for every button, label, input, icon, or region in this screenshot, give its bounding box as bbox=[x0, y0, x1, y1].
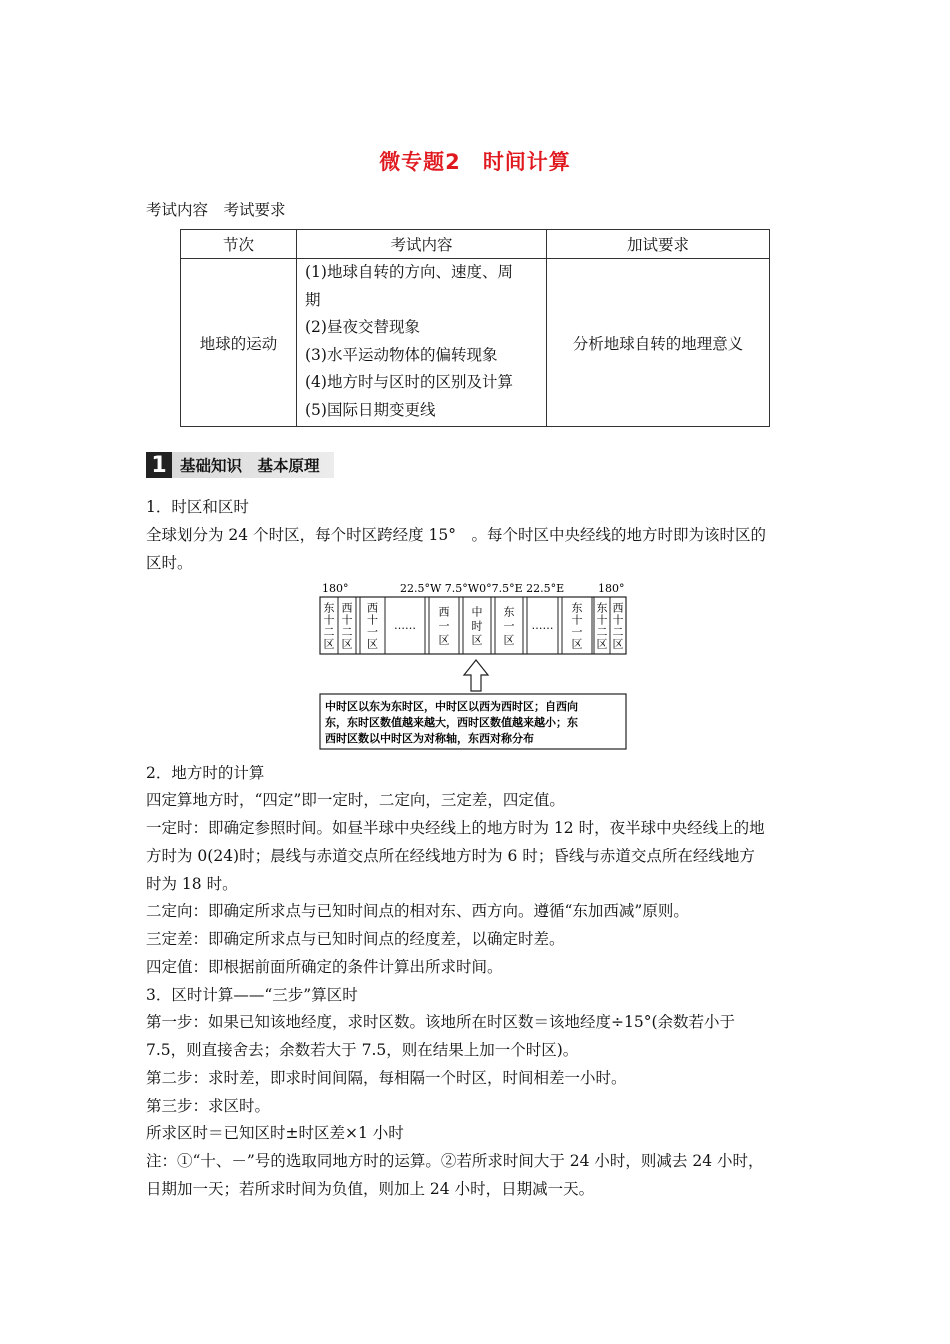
text-line: 第三步：求区时。 bbox=[146, 1097, 271, 1115]
zone-label: 西一区 bbox=[438, 605, 450, 647]
content-item: (5)国际日期变更线 bbox=[305, 400, 436, 419]
note-line: 东，东时区数值越来越大，西时区数值越来越小；东 bbox=[325, 716, 578, 729]
note-line: 西时区数以中时区为对称轴，东西对称分布 bbox=[325, 732, 534, 745]
content-cell bbox=[297, 259, 547, 427]
content-item: (4)地方时与区时的区别及计算 bbox=[305, 373, 513, 391]
section-heading bbox=[146, 452, 334, 478]
requirements-table bbox=[180, 229, 770, 427]
zone-label: 东十一区 bbox=[571, 601, 583, 651]
up-arrow-icon bbox=[464, 660, 488, 691]
page-title bbox=[0, 146, 950, 176]
section-label: 基础知识 基本原理 bbox=[172, 452, 334, 478]
zone-label: 中时区 bbox=[471, 605, 483, 647]
text-line: 全球划分为 24 个时区，每个时区跨经度 15° 。每个时区中央经线的地方时即为该时区的 bbox=[146, 526, 766, 544]
title-part1: 微专题2 bbox=[379, 150, 461, 174]
content-item: (2)昼夜交替现象 bbox=[305, 318, 420, 336]
text-line: 区时。 bbox=[146, 554, 193, 572]
text-line: 3．区时计算——“三步”算区时 bbox=[146, 986, 358, 1004]
content-item: 期 bbox=[305, 290, 321, 309]
text-line: 所求区时＝已知区时±时区差×1 小时 bbox=[146, 1124, 404, 1142]
zone-ellipsis: …… bbox=[394, 619, 416, 632]
requirement-cell: 分析地球自转的地理意义 bbox=[547, 259, 770, 427]
text-line: 四定算地方时，“四定”即一定时，二定向，三定差，四定值。 bbox=[146, 791, 565, 809]
table-row bbox=[181, 259, 770, 427]
text-line: 7.5，则直接舍去；余数若大于 7.5，则在结果上加一个时区)。 bbox=[146, 1041, 579, 1059]
text-line: 注：①“十、－”号的选取同地方时的运算。②若所求时间大于 24 小时，则减去 24 小时， bbox=[146, 1152, 764, 1170]
table-header-row bbox=[181, 230, 770, 259]
header-section: 节次 bbox=[181, 230, 297, 259]
zone-label: 西十二区 bbox=[612, 601, 624, 651]
text-line: 2．地方时的计算 bbox=[146, 764, 265, 782]
exam-header: 考试内容 考试要求 bbox=[146, 201, 286, 219]
label-180-left: 180° bbox=[322, 582, 349, 595]
header-content: 考试内容 bbox=[297, 230, 547, 259]
note-line: 中时区以东为东时区，中时区以西为西时区；自西向 bbox=[325, 700, 578, 713]
text-line: 四定值：即根据前面所确定的条件计算出所求时间。 bbox=[146, 958, 503, 976]
zone-ellipsis: …… bbox=[531, 619, 554, 632]
header-requirement: 加试要求 bbox=[547, 230, 770, 259]
text-line: 二定向：即确定所求点与已知时间点的相对东、西方向。遵循“东加西减”原则。 bbox=[146, 902, 689, 920]
text-line: 时为 18 时。 bbox=[146, 875, 238, 893]
label-longitudes: 22.5°W 7.5°W0°7.5°E 22.5°E bbox=[400, 582, 565, 595]
title-part2: 时间计算 bbox=[482, 150, 571, 174]
zone-label: 西十二区 bbox=[341, 601, 353, 651]
text-line: 第二步：求时差，即求时间间隔，每相隔一个时区，时间相差一小时。 bbox=[146, 1069, 627, 1087]
section-number: 1 bbox=[146, 452, 172, 478]
content-item: (1)地球自转的方向、速度、周 bbox=[305, 263, 513, 281]
label-180-right: 180° bbox=[598, 582, 625, 595]
text-line: 一定时：即确定参照时间。如昼半球中央经线上的地方时为 12 时，夜半球中央经线上的地 bbox=[146, 819, 765, 837]
time-zone-diagram bbox=[318, 578, 630, 756]
zone-label: 西十一区 bbox=[367, 601, 378, 651]
text-line: 三定差：即确定所求点与已知时间点的经度差，以确定时差。 bbox=[146, 930, 565, 948]
text-line: 1．时区和区时 bbox=[146, 498, 249, 516]
section-cell: 地球的运动 bbox=[181, 259, 297, 427]
text-line: 方时为 0(24)时；晨线与赤道交点所在经线地方时为 6 时；昏线与赤道交点所在经线地方 bbox=[146, 847, 755, 865]
text-line: 日期加一天；若所求时间为负值，则加上 24 小时，日期减一天。 bbox=[146, 1180, 595, 1198]
zone-label: 东一区 bbox=[503, 605, 515, 647]
content-item: (3)水平运动物体的偏转现象 bbox=[305, 345, 498, 364]
zone-label: 东十二区 bbox=[596, 601, 608, 651]
zone-cells bbox=[324, 597, 624, 654]
text-line: 第一步：如果已知该地经度，求时区数。该地所在时区数＝该地经度÷15°(余数若小于 bbox=[146, 1013, 736, 1031]
zone-label: 东十二区 bbox=[323, 601, 335, 651]
